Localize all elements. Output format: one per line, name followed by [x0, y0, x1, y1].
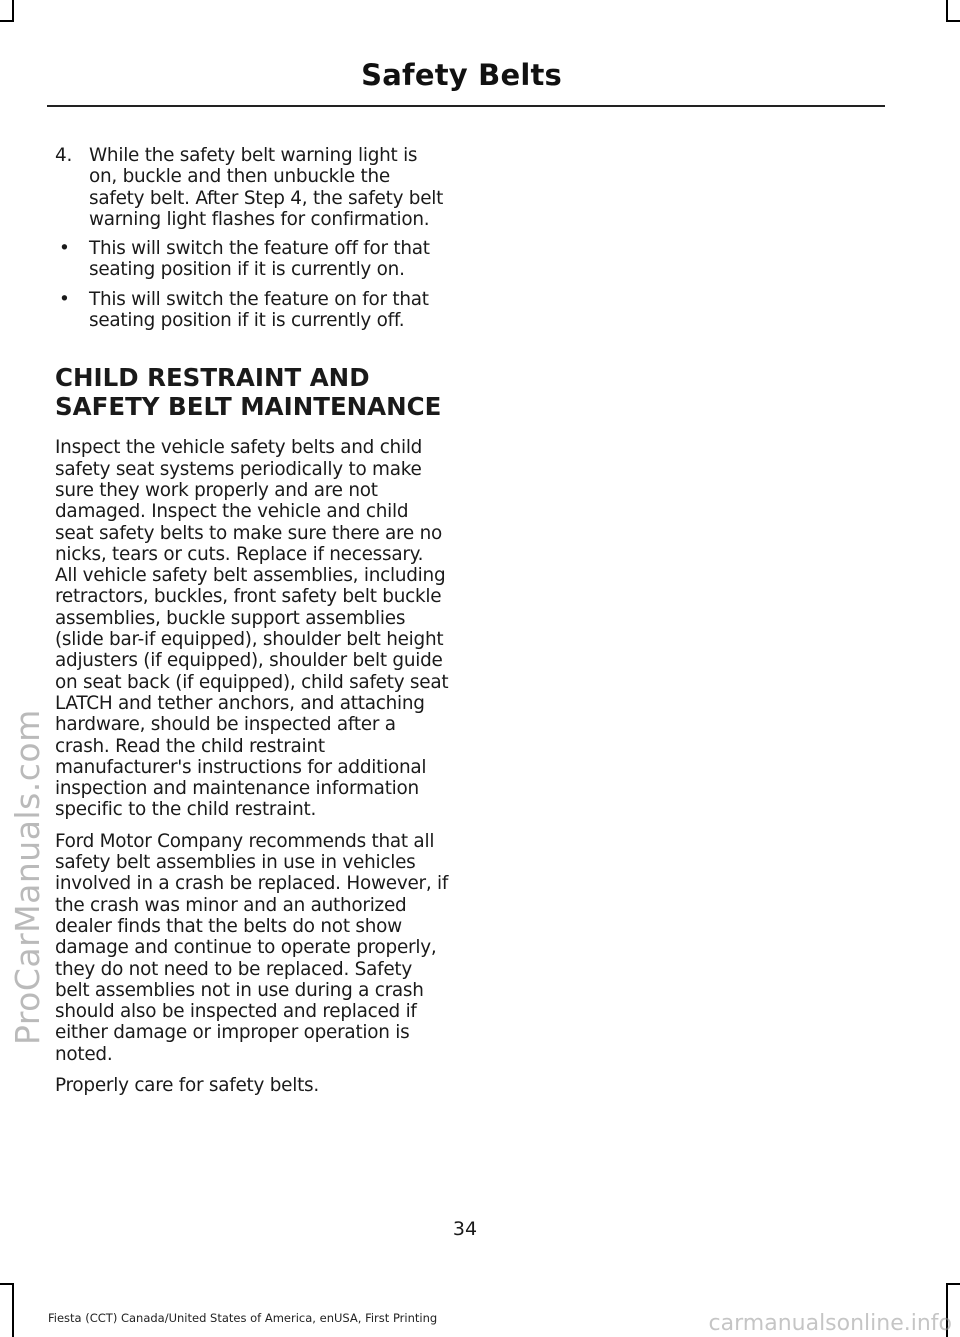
body-paragraph: Ford Motor Company recommends that all safety belt assemblies in use in vehicles involved in a crash be replaced. However, if the crash was minor and an authorized dealer finds that the belts do not show damage and continue to operate properly, they do not need to be replaced. Safety belt assemblies not in use during a crash should also be inspected and replaced if either damage or improper operation is noted. — [55, 830, 449, 1065]
header-rule — [47, 105, 885, 107]
crop-mark — [946, 0, 948, 22]
bullet-marker: • — [59, 238, 70, 260]
bottom-watermark: carmanualsonline.info — [708, 1311, 952, 1336]
bullet-item — [55, 289, 450, 332]
crop-mark — [12, 0, 14, 22]
step-number: 4. — [55, 145, 73, 166]
crop-mark — [946, 20, 960, 22]
bullet-marker: • — [59, 288, 70, 310]
crop-mark — [0, 1283, 14, 1285]
chapter-title: Safety Belts — [361, 58, 562, 92]
bullet-text: This will switch the feature on for that seating position if it is currently off. — [89, 288, 429, 332]
crop-mark — [0, 20, 14, 22]
step-item — [55, 145, 450, 230]
main-column — [55, 145, 450, 1106]
body-paragraph: Inspect the vehicle safety belts and child safety seat systems periodically to make sure they work properly and are not damaged. Inspect the vehicle and child seat safety belts to make sure there are no nicks, tears or cuts. Replace if necessary. All vehicle safety belt assemblies, including retractors, buckles, front safety belt buckle assemblies, buckle support assemblies (slide bar-if equipped), shoulder belt height adjusters (if equipped), shoulder belt guide on seat back (if equipped), child safety seat LATCH and tether anchors, and attaching hardware, should be inspected after a crash. Read the child restraint manufacturer's instructions for additional inspection and maintenance information specific to the child restraint. — [55, 437, 449, 821]
section-heading — [55, 363, 450, 421]
crop-mark — [946, 1283, 960, 1285]
bullet-text: This will switch the feature off for that seating position if it is currently on. — [89, 238, 430, 281]
bullet-item — [55, 238, 450, 281]
edition-footer: Fiesta (CCT) Canada/United States of America, enUSA, First Printing — [48, 1311, 438, 1325]
side-watermark: ProCarManuals.com — [8, 709, 47, 1045]
body-paragraph: Properly care for safety belts. — [55, 1074, 319, 1096]
page-number: 34 — [452, 1218, 478, 1240]
step-text: While the safety belt warning light is on, buckle and then unbuckle the safety belt. After Step 4, the safety belt warning light flashes for confirmation. — [89, 145, 444, 230]
crop-mark — [12, 1283, 14, 1337]
section-heading-line: CHILD RESTRAINT AND — [55, 363, 370, 393]
section-heading-line: SAFETY BELT MAINTENANCE — [55, 392, 442, 422]
